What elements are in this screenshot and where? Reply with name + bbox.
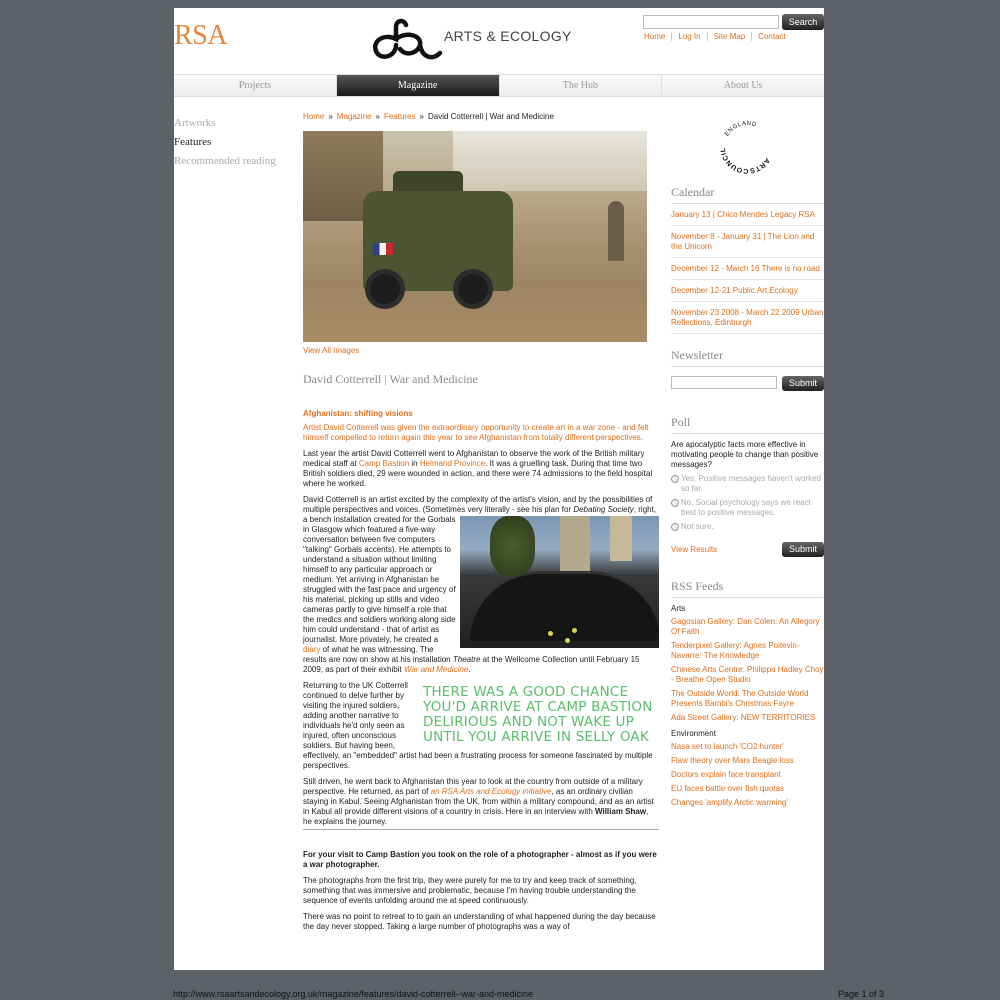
page-number: Page 1 of 3 [838, 989, 885, 999]
calendar-item[interactable]: November 8 - January 31 | The Lion and the Unicorn [671, 226, 824, 258]
newsletter-submit-button[interactable]: Submit [782, 376, 824, 391]
view-results-link[interactable]: View Results [671, 545, 718, 554]
radio-button[interactable] [671, 523, 679, 531]
subnav-features[interactable]: Features [174, 136, 212, 148]
svg-text:ENGLAND: ENGLAND [724, 120, 758, 138]
newsletter-email-input[interactable] [671, 376, 777, 389]
calendar-item[interactable]: December 12 - March 16 There is no road [671, 258, 824, 280]
poll-question: Are apocalyptic facts more effective in motivating people to change than positive messages? [671, 440, 819, 469]
debating-society-image[interactable] [460, 516, 659, 648]
paragraph-5: The photographs from the first trip, they were purely for me to try and keep track of something, something that was immersive and problematic, because I'm having trouble understanding the sequence of events unfolding around me at speed continuously. [303, 876, 637, 905]
article-title: David Cotterrell | War and Medicine [303, 372, 478, 386]
contact-link[interactable]: Contact [751, 32, 792, 41]
breadcrumb-home[interactable]: Home [303, 112, 325, 121]
section-nav [174, 114, 276, 171]
pull-quote: THERE WAS A GOOD CHANCE YOU'D ARRIVE AT CAMP BASTION DELIRIOUS AND NOT WAKE UP UNTIL YOU ARRIVE IN SELLY OAK [423, 684, 653, 745]
rsa-initiative-link[interactable]: an RSA Arts and Ecology initiative [430, 787, 552, 796]
search-input[interactable] [643, 15, 779, 29]
sidebar [671, 185, 824, 808]
poll-option[interactable]: Yes. Positive messages haven't worked so far. [671, 474, 824, 494]
hero-image[interactable] [303, 131, 647, 342]
radio-button[interactable] [671, 475, 679, 483]
feed-item[interactable]: Flaw theory over Mars Beagle loss [671, 756, 794, 765]
brand-name: ARTS & ECOLOGY [444, 28, 572, 44]
svg-text:ARTS: ARTS [748, 156, 771, 174]
paragraph-1: Last year the artist David Cotterrell went to Afghanistan to observe the work of the British military medical staff at Camp Bastion in Helmand Province. It was a gruelling task. During that time two British soldiers died, 29 were wounded in action, and there were 74 admissions to the field hospital where he worked. [303, 449, 653, 488]
svg-text:COUNCIL: COUNCIL [719, 146, 749, 175]
breadcrumb-features[interactable]: Features [383, 112, 416, 121]
paragraph-2: David Cotterrell is an artist excited by the complexity of the artist's vision, and by the possibilities of multiple perspectives and voices. (Sometimes very literally - see his plan for Debating Society , right, a bench installation created for the Gorbals in Glasgow which featured a five-way conversation between five computers "talking" Gorbals accents). He attempts to understand a situation without limiting himself to any particular approach or medium. Yet arriving in Afghanistan he struggled with the fast pace and urgency of his material, picking up stills and video cameras partly to give himself a role that the medics and soldiers working along side him could understand - that of artist as journalist. More privately, he created a diary of what he was witnessing. The results are now on show at his installation Theatre at the Wellcome Collection until February 15 2009, as part of their exhibit War and Medicine. [303, 495, 659, 675]
calendar-item[interactable]: December 12-21 Public.Art.Ecology [671, 280, 824, 302]
home-link[interactable]: Home [644, 32, 666, 41]
interview-question: For your visit to Camp Bastion you took on the role of a photographer - almost as if you were a war photographer. [303, 850, 657, 869]
feed-item[interactable]: Tenderpixel Gallery: Agnes Poitevin-Navarre: The Knowledge [671, 641, 800, 660]
diary-link[interactable]: diary [303, 645, 321, 654]
poll-option[interactable]: Not sure. [671, 522, 824, 532]
main-nav [174, 74, 824, 97]
subnav-artworks[interactable]: Artworks [174, 117, 216, 129]
feed-item[interactable]: Doctors explain face transplant [671, 770, 781, 779]
poll-submit-button[interactable]: Submit [782, 542, 824, 557]
poll-option[interactable]: No. Social psychology says we react best to positive messages. [671, 498, 824, 518]
newsletter-heading: Newsletter [671, 348, 824, 367]
feed-item[interactable]: EU faces battle over fish quotas [671, 784, 784, 793]
rsa-logo[interactable]: RSA [174, 20, 227, 51]
calendar-item[interactable]: November 23 2008 - March 22 2009 Urban Reflections, Edinburgh [671, 302, 824, 334]
sitemap-link[interactable]: Site Map [707, 32, 752, 41]
article-subtitle: Afghanistan: shifting visions [303, 409, 413, 418]
article [303, 112, 659, 932]
calendar-item[interactable]: January 13 | Chico Mendes Legacy RSA [671, 204, 824, 226]
page [174, 8, 824, 970]
tab-the-hub[interactable]: The Hub [499, 75, 662, 96]
radio-button[interactable] [671, 499, 679, 507]
newsletter-form [671, 376, 824, 391]
paragraph-4: Still driven, he went back to Afghanistan this year to look at the country from outside of a military perspective. He returned, as part of an RSA Arts and Ecology initiative, as an ordinary civilian staying in Kabul. Seeing Afghanistan from the UK, from within a military compound, and as an artist in Kabul all provide different visions of a country in crisis. Here in an interview with William Shaw, he explains the journey. [303, 777, 654, 826]
helmand-link[interactable]: Helmand Province [419, 459, 486, 468]
arts-council-england-logo-icon[interactable] [715, 115, 779, 179]
paragraph-3: THERE WAS A GOOD CHANCE YOU'D ARRIVE AT CAMP BASTION DELIRIOUS AND NOT WAKE UP UNTIL YOU ARRIVE IN SELLY OAK Returning to the UK Cotterrell continued to delve further by visiting the injured soldiers, adding another narrative to individuals he'd only seen as injured, often unconscious soldiers. But having been, effectively, an "embedded" artist had been a frustrating process for someone fascinated by multiple perspectives. [303, 681, 659, 771]
calendar-heading: Calendar [671, 185, 824, 204]
feed-item[interactable]: Changes 'amplify Arctic warming' [671, 798, 788, 807]
feed-item[interactable]: Gagosian Gallery: Dan Colen: An Allegory Of Faith [671, 617, 820, 636]
camp-bastion-link[interactable]: Camp Bastion [358, 459, 410, 468]
login-link[interactable]: Log In [671, 32, 706, 41]
feed-item[interactable]: Ada Street Gallery: NEW TERRITORIES [671, 713, 816, 722]
subnav-recommended-reading[interactable]: Recommended reading [174, 155, 276, 167]
breadcrumb-magazine[interactable]: Magazine [336, 112, 372, 121]
divider [303, 829, 659, 830]
feed-category-environment: Environment [671, 729, 716, 738]
feed-item[interactable]: Nasa set to launch 'CO2 hunter' [671, 742, 784, 751]
rss-heading: RSS Feeds [671, 579, 824, 598]
paragraph-6: There was no point to retreat to to gain an understanding of what happened during the day because the day never stopped. Taking a large number of photographs was a way of [303, 912, 656, 931]
search-button[interactable]: Search [782, 14, 824, 30]
breadcrumb: Home » Magazine » Features » David Cotterrell | War and Medicine [303, 112, 554, 121]
tab-projects[interactable]: Projects [238, 80, 271, 91]
war-and-medicine-link[interactable]: War and Medicine [403, 665, 469, 674]
poll-heading: Poll [671, 415, 824, 434]
feed-item[interactable]: Chinese Arts Centre: Philippa Hadley Choy - Breathe Open Studio [671, 665, 824, 684]
tab-magazine[interactable]: Magazine [336, 75, 499, 96]
article-intro: Artist David Cotterrell was given the extraordinary opportunity to create art in a war zone - and felt himself compelled to return again this year to see Afghanistan from totally different perspectives. [303, 423, 649, 442]
tab-about-us[interactable]: About Us [661, 75, 824, 96]
page-url: http://www.rsaartsandecology.org.uk/magazine/features/david-cotterrell--war-and-medicine [173, 989, 533, 999]
feed-category-arts: Arts [671, 604, 686, 613]
feed-item[interactable]: The Outside World: The Outside World Presents Bambi's Christmas Fayre [671, 689, 809, 708]
breadcrumb-current: David Cotterrell | War and Medicine [427, 112, 554, 121]
utility-links [644, 32, 792, 41]
view-all-images-link[interactable]: View All Images [303, 346, 360, 355]
poll-actions [671, 542, 824, 557]
